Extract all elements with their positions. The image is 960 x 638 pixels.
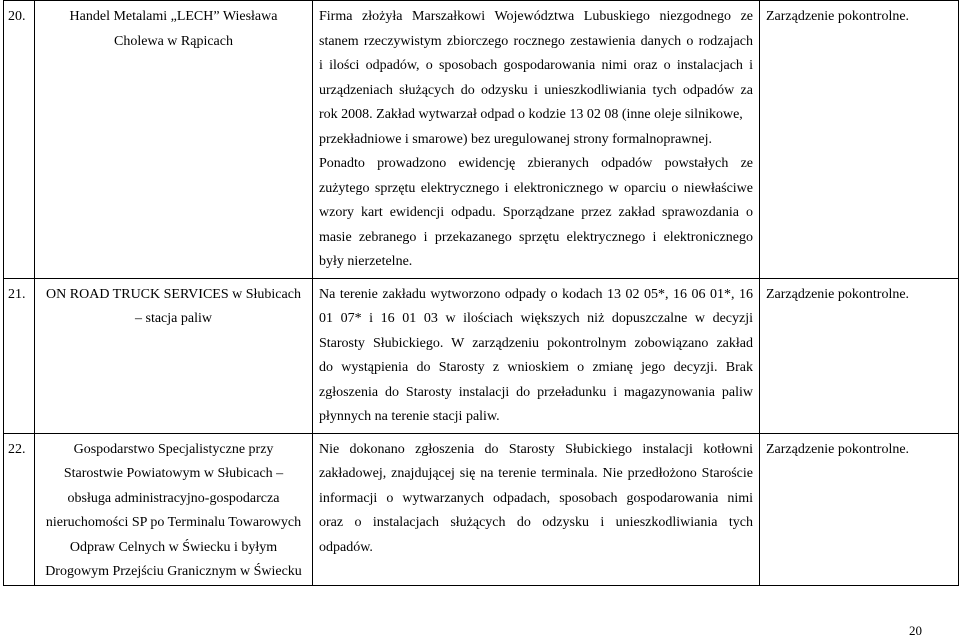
findings-cell xyxy=(313,278,760,433)
entity-name-line: Drogowym Przejściu Granicznym w Świecku xyxy=(45,564,302,579)
finding-line: przekładniowe i smarowe) bez uregulowanej strony formalnoprawnej. xyxy=(319,131,713,147)
entity-name-line: ON ROAD TRUCK SERVICES w Słubicach xyxy=(46,286,301,302)
entity-name-cell xyxy=(35,433,313,585)
finding-line: masie zebranego i przekazanego sprzętu elektrycznego i elektronicznego xyxy=(319,229,753,245)
table-row xyxy=(4,278,959,433)
entity-name-line: obsługa administracyjno-gospodarcza xyxy=(67,490,280,506)
finding-line: wzory kart ewidencji odpadu. Sporządzane przez zakład sprawozdania o xyxy=(319,205,753,220)
finding-line: informacji o wytwarzanych odpadach, sposobach gospodarowania nimi xyxy=(319,490,753,506)
findings-cell xyxy=(313,1,760,279)
entity-name-line: Odpraw Celnych w Świecku i byłym xyxy=(69,539,278,555)
page-number: 20 xyxy=(909,623,922,638)
finding-line: zużytego sprzętu elektrycznego i elektronicznego w oparciu o niewłaściwe xyxy=(319,180,753,196)
row-number-cell xyxy=(4,278,35,433)
action-cell xyxy=(760,1,959,279)
finding-line: i ilości odpadów, o sposobach gospodarowania nimi oraz o instalacjach i xyxy=(319,58,753,73)
entity-name-line: Cholewa w Rąpicach xyxy=(114,33,233,49)
finding-line: 01 07* i 16 01 03 w ilościach większych niż dopuszczalne w decyzji xyxy=(319,311,753,326)
entity-name-line: Starostwie Powiatowym w Słubicach – xyxy=(63,466,284,481)
finding-line: oraz o instalacjach służących do odzysku i unieszkodliwiania tych xyxy=(319,515,753,530)
findings-cell xyxy=(313,433,760,585)
table-row xyxy=(4,433,959,585)
finding-line: urządzeniach służących do odzysku i unieszkodliwiania tych odpadów za xyxy=(319,82,753,98)
row-number: 21. xyxy=(8,286,26,302)
finding-line: Firma złożyła Marszałkowi Województwa Lubuskiego niezgodnego ze xyxy=(319,9,753,24)
row-number-cell xyxy=(4,433,35,585)
action-text: Zarządzenie pokontrolne. xyxy=(766,441,910,457)
finding-line: rok 2008. Zakład wytwarzał odpad o kodzie 13 02 08 (inne oleje silnikowe, xyxy=(319,107,743,122)
finding-line: zgłoszenia do Starosty instalacji do przeładunku i magazynowania paliw xyxy=(319,384,753,400)
finding-line: Nie dokonano zgłoszenia do Starosty Słubickiego instalacji kotłowni xyxy=(319,441,753,457)
finding-line: stanem rzeczywistym zbiorczego rocznego zestawienia danych o rodzajach xyxy=(319,33,753,49)
finding-line: do wystąpienia do Starosty z wnioskiem o zmianę jego decyzji. Brak xyxy=(319,360,753,375)
action-cell xyxy=(760,278,959,433)
table-row xyxy=(4,1,959,279)
inspection-table xyxy=(3,0,959,586)
entity-name-line: – stacja paliw xyxy=(135,311,212,326)
row-number: 22. xyxy=(8,441,26,457)
action-text: Zarządzenie pokontrolne. xyxy=(766,286,910,302)
entity-name-cell xyxy=(35,278,313,433)
finding-line: płynnych na terenie stacji paliw. xyxy=(319,409,500,424)
action-cell xyxy=(760,433,959,585)
entity-name-line: Handel Metalami „LECH” Wiesława xyxy=(69,9,278,24)
finding-line: były nierzetelne. xyxy=(319,254,413,269)
finding-line: odpadów. xyxy=(319,539,373,555)
entity-name-line: Gospodarstwo Specjalistyczne przy xyxy=(73,441,274,457)
row-number-cell xyxy=(4,1,35,279)
entity-name-cell xyxy=(35,1,313,279)
finding-line: Starosty Słubickiego. W zarządzeniu pokontrolnym zobowiązano zakład xyxy=(319,335,753,351)
finding-line: zakładowej, znajdującej się na terenie terminala. Nie przedłożono Staroście xyxy=(319,466,753,481)
entity-name-line: nieruchomości SP po Terminalu Towarowych xyxy=(45,515,302,530)
row-number: 20. xyxy=(8,9,26,24)
action-text: Zarządzenie pokontrolne. xyxy=(766,9,910,24)
finding-line: Na terenie zakładu wytworzono odpady o kodach 13 02 05*, 16 06 01*, 16 xyxy=(319,286,753,302)
finding-line: Ponadto prowadzono ewidencję zbieranych odpadów powstałych ze xyxy=(319,156,753,171)
